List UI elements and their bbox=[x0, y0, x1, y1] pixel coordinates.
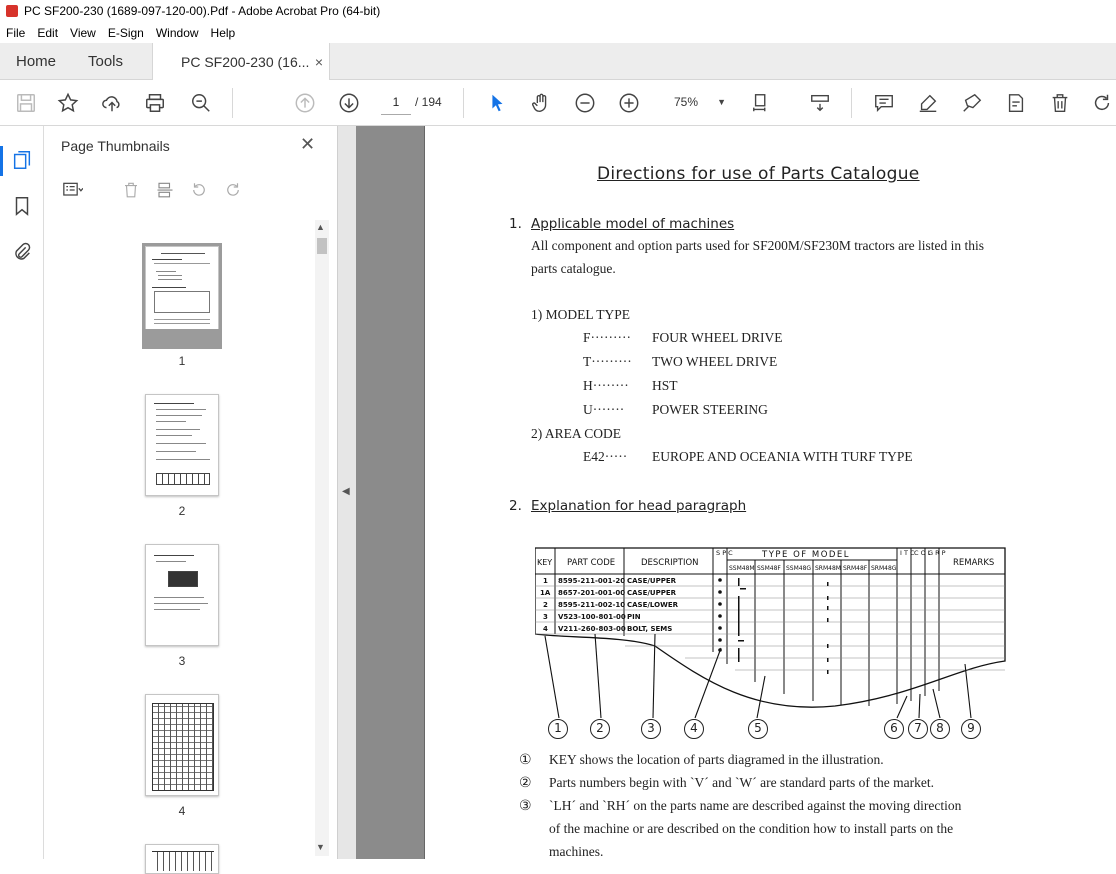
rotate-ccw-icon[interactable] bbox=[187, 178, 211, 202]
model-desc: HST bbox=[652, 378, 678, 393]
row-desc: PIN bbox=[627, 613, 641, 621]
section-2-number: 2. bbox=[509, 498, 522, 514]
section-1-body: parts catalogue. bbox=[531, 261, 616, 276]
note-number: ② bbox=[519, 775, 532, 791]
title-bar bbox=[0, 0, 1116, 22]
thumbnail-number: 2 bbox=[178, 504, 186, 518]
main-toolbar bbox=[0, 80, 1116, 126]
callout-8: 8 bbox=[930, 719, 950, 739]
header-col: C O L bbox=[914, 549, 932, 557]
callout-2: 2 bbox=[590, 719, 610, 739]
section-1-body: All component and option parts used for SF200M/SF230M tractors are listed in this bbox=[531, 238, 984, 253]
upload-cloud-icon[interactable] bbox=[100, 91, 124, 115]
row-code: 8657-201-001-00 bbox=[558, 589, 626, 597]
acrobat-app-icon bbox=[6, 5, 18, 17]
panel-title: Page Thumbnails bbox=[61, 138, 170, 154]
zoom-select[interactable] bbox=[664, 90, 728, 115]
callout-6: 6 bbox=[884, 719, 904, 739]
section-2-heading: Explanation for head paragraph bbox=[531, 498, 747, 514]
thumbnail-page-1[interactable] bbox=[145, 246, 219, 346]
row-key: 4 bbox=[543, 625, 548, 633]
callout-9: 9 bbox=[961, 719, 981, 739]
row-code: 8595-211-001-20 bbox=[558, 577, 626, 585]
rotate-icon[interactable] bbox=[1090, 91, 1114, 115]
menu-bar bbox=[0, 22, 1116, 43]
thumbnail-number: 4 bbox=[178, 804, 186, 818]
chevron-down-icon: ▼ bbox=[717, 97, 726, 107]
menu-edit[interactable]: Edit bbox=[37, 25, 59, 40]
model-col: SRM48G bbox=[871, 565, 897, 572]
header-spc: S P C bbox=[716, 549, 733, 557]
options-menu-icon[interactable] bbox=[61, 178, 85, 202]
collapse-panel-icon[interactable]: ◀ bbox=[342, 486, 350, 497]
model-desc: FOUR WHEEL DRIVE bbox=[652, 330, 783, 345]
parts-table-diagram bbox=[535, 546, 1009, 746]
model-col: SRM48M bbox=[815, 565, 841, 572]
row-desc: CASE/UPPER bbox=[627, 577, 677, 585]
page-thumbnails-icon[interactable] bbox=[11, 148, 33, 172]
row-key: 2 bbox=[543, 601, 548, 609]
menu-file[interactable]: File bbox=[6, 25, 26, 40]
thumbnail-panel bbox=[45, 126, 338, 859]
tab-document[interactable] bbox=[152, 43, 330, 81]
model-col: SSM48F bbox=[757, 565, 781, 572]
header-remarks: REMARKS bbox=[953, 558, 995, 568]
callout-4: 4 bbox=[684, 719, 704, 739]
tab-document-label: PC SF200-230 (16... bbox=[181, 54, 310, 70]
section-1-heading: Applicable model of machines bbox=[531, 216, 735, 232]
area-desc: EUROPE AND OCEANIA WITH TURF TYPE bbox=[652, 449, 913, 464]
thumbnail-page-2[interactable] bbox=[145, 394, 219, 496]
section-1-number: 1. bbox=[509, 216, 522, 232]
note-text: machines. bbox=[549, 844, 604, 859]
note-text: of the machine or are described on the condition how to install parts on the bbox=[549, 821, 954, 836]
model-code: F········· bbox=[583, 330, 631, 345]
scrollbar-thumb[interactable] bbox=[317, 238, 327, 254]
delete-icon[interactable] bbox=[1048, 91, 1072, 115]
left-nav-rail bbox=[0, 126, 44, 859]
scroll-up-icon[interactable]: ▲ bbox=[316, 222, 325, 232]
active-indicator bbox=[0, 146, 3, 176]
page-title: Directions for use of Parts Catalogue bbox=[597, 164, 920, 184]
header-description: DESCRIPTION bbox=[641, 558, 699, 568]
model-desc: TWO WHEEL DRIVE bbox=[652, 354, 778, 369]
row-key: 1A bbox=[540, 589, 551, 597]
attachments-icon[interactable] bbox=[11, 240, 33, 264]
model-desc: POWER STEERING bbox=[652, 402, 768, 417]
header-part-code: PART CODE bbox=[567, 558, 616, 568]
header-type-of-model: TYPE OF MODEL bbox=[762, 550, 851, 560]
tab-bar bbox=[0, 43, 1116, 80]
extract-page-icon[interactable] bbox=[153, 178, 177, 202]
page-fit-icon[interactable] bbox=[750, 91, 774, 115]
previous-page-icon[interactable] bbox=[293, 91, 317, 115]
note-number: ① bbox=[519, 752, 532, 768]
note-number: ③ bbox=[519, 798, 532, 814]
next-page-icon[interactable] bbox=[337, 91, 361, 115]
model-type-label: 1) MODEL TYPE bbox=[531, 307, 630, 322]
bookmark-star-icon[interactable] bbox=[56, 91, 80, 115]
print-icon[interactable] bbox=[143, 91, 167, 115]
scroll-down-icon[interactable]: ▼ bbox=[316, 842, 325, 852]
menu-view[interactable]: View bbox=[70, 25, 96, 40]
menu-esign[interactable]: E-Sign bbox=[107, 25, 144, 40]
delete-page-icon[interactable] bbox=[119, 178, 143, 202]
row-code: V523-100-801-00 bbox=[558, 613, 626, 621]
panel-toolbar bbox=[61, 178, 311, 202]
row-desc: BOLT, SEMS bbox=[627, 625, 673, 633]
model-col: SRM48F bbox=[843, 565, 868, 572]
save-icon[interactable] bbox=[14, 91, 38, 115]
thumbnail-scrollbar[interactable] bbox=[315, 220, 329, 856]
rotate-cw-icon[interactable] bbox=[221, 178, 245, 202]
zoom-in-icon[interactable] bbox=[617, 91, 641, 115]
area-code-label: 2) AREA CODE bbox=[531, 426, 622, 441]
note-text: `LH´ and `RH´ on the parts name are described against the moving direction bbox=[549, 798, 962, 813]
close-icon[interactable]: ✕ bbox=[300, 134, 316, 154]
header-grp: G R P bbox=[928, 549, 946, 557]
thumbnail-number: 3 bbox=[178, 654, 186, 668]
tab-close-icon[interactable]: × bbox=[314, 54, 323, 70]
area-code: E42····· bbox=[583, 449, 628, 464]
bookmarks-icon[interactable] bbox=[11, 194, 33, 218]
tab-tools[interactable]: Tools bbox=[88, 53, 124, 70]
row-desc: CASE/LOWER bbox=[627, 601, 678, 609]
page-total: / 194 bbox=[415, 95, 442, 109]
window-title: PC SF200-230 (1689-097-120-00).Pdf - Adobe Acrobat Pro (64-bit) bbox=[24, 4, 381, 18]
zoom-value: 75% bbox=[674, 95, 699, 109]
callout-3: 3 bbox=[641, 719, 661, 739]
thumbnail-page-5[interactable] bbox=[145, 844, 219, 874]
highlight-pen-icon[interactable] bbox=[916, 91, 940, 115]
model-col: SSM48M bbox=[729, 565, 755, 572]
row-code: V211-260-803-00 bbox=[558, 625, 626, 633]
zoom-search-icon[interactable] bbox=[189, 91, 213, 115]
document-viewport[interactable] bbox=[356, 126, 1116, 859]
tab-home[interactable]: Home bbox=[16, 53, 57, 70]
row-desc: CASE/UPPER bbox=[627, 589, 677, 597]
edit-pdf-icon[interactable] bbox=[1004, 91, 1028, 115]
row-key: 3 bbox=[543, 613, 548, 621]
thumbnail-page-3[interactable] bbox=[145, 544, 219, 646]
row-key: 1 bbox=[543, 577, 548, 585]
note-text: Parts numbers begin with `V´ and `W´ are standard parts of the market. bbox=[549, 775, 935, 790]
zoom-out-icon[interactable] bbox=[573, 91, 597, 115]
sign-icon[interactable] bbox=[960, 91, 984, 115]
model-code: H········ bbox=[583, 378, 629, 393]
header-itc: I T C bbox=[900, 549, 915, 557]
page-number-input[interactable]: 1 bbox=[381, 90, 411, 115]
panel-splitter[interactable] bbox=[338, 126, 356, 859]
model-code: U······· bbox=[583, 402, 625, 417]
menu-help[interactable]: Help bbox=[210, 25, 236, 40]
thumbnail-number: 1 bbox=[178, 354, 186, 368]
select-cursor-icon[interactable] bbox=[485, 91, 509, 115]
pdf-page bbox=[424, 126, 1116, 859]
scroll-mode-icon[interactable] bbox=[808, 91, 832, 115]
callout-7: 7 bbox=[908, 719, 928, 739]
model-code: T········· bbox=[583, 354, 632, 369]
row-code: 8595-211-002-10 bbox=[558, 601, 626, 609]
note-text: KEY shows the location of parts diagramed in the illustration. bbox=[549, 752, 884, 767]
callout-5: 5 bbox=[748, 719, 768, 739]
model-col: SSM48G bbox=[786, 565, 812, 572]
menu-window[interactable]: Window bbox=[155, 25, 199, 40]
header-key: KEY bbox=[537, 558, 553, 567]
thumbnail-page-4[interactable] bbox=[145, 694, 219, 796]
callout-1: 1 bbox=[548, 719, 568, 739]
comment-icon[interactable] bbox=[872, 91, 896, 115]
hand-tool-icon[interactable] bbox=[529, 91, 553, 115]
